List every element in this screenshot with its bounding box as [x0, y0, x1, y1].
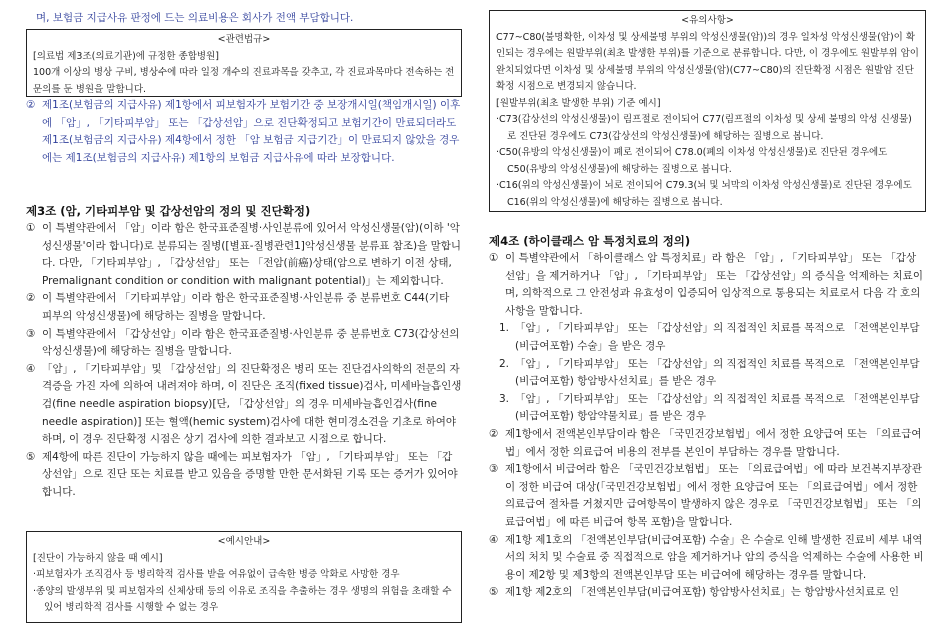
item-text: 이 특별약관에서 「암」이라 함은 한국표준질병·사인분류에 있어서 악성신생물(암)(이하 '악성신생물'이라 합니다)로 분류되는 질병([별표-질병관련1]악성신생물 분류표 참조)을 말합니다. 다만, 「기타피부암」, 「갑상선암」 또는 「전암(前癌)상태(암으로 변하기 이전 상태, Premalignant condition or condition with malignant potential)」는 제외합니다. [42, 222, 462, 287]
article-item [26, 220, 462, 290]
item-number: ③ [26, 327, 36, 340]
box-title: <예시안내> [217, 536, 271, 547]
box-line: ·C73(갑상선의 악성신생물)이 림프절로 전이되어 C77(림프절의 이차성 및 상세 불명의 악성 신생물)로 진단된 경우에도 C73(갑상선의 악성신생물)에 해당하는 질병으로 봅니다. [496, 114, 912, 142]
related-law-box [26, 29, 462, 97]
article-heading: 제3조 (암, 기타피부암 및 갑상선암의 정의 및 진단확정) [26, 204, 311, 218]
box-line: ·C16(위의 악성신생물)이 뇌로 전이되어 C79.3(뇌 및 뇌막의 이차성 악성신생물)로 진단된 경우에도 C16(위의 악성신생물)에 해당하는 질병으로 봅니다. [496, 180, 912, 208]
item-text: 이 특별약관에서 「기타피부암」이라 함은 한국표준질병·사인분류 중 분류번호 C44(기타 피부의 악성신생물)에 해당하는 질병을 말합니다. [42, 292, 450, 322]
sub-text: 「암」, 「기타피부암」 또는 「갑상선암」의 직접적인 치료를 목적으로 「전액본인부담(비급여포함) 항암약물치료」를 받은 경우 [515, 392, 920, 423]
item-text: 제1조(보험금의 지급사유) 제1항에서 피보험자가 보험기간 중 보장개시일(책임개시일) 이후에 「암」, 「기타피부암」 또는 「갑상선암」으로 진단확정되고 보험기간이 만료되더라도 제1조(보험금의 지급사유) 제4항에서 정한 「암 보험금 지급기간」이 만료되지 않았을 경우에는 제1조(보험금의 지급사유) 제1항의 보험금 지급사유에 따라 보장합니다. [42, 99, 461, 164]
item-number: ⑤ [26, 450, 36, 463]
item-text: 제1항에서 비급여라 함은 「국민건강보험법」 또는 「의료급여법」에 따라 보건복지부장관이 정한 비급여 대상(「국민건강보험법」에서 정한 요양급여 또는 「의료급여법」에서 정한 의료급여 절차를 거쳤지만 급여항목이 발생하지 않은 경우로 「국민건강보험법」 또는 「의료급여법」에 따른 비급여 항목 포함)을 말합니다. [505, 463, 922, 528]
item-text: 이 특별약관에서 「갑상선암」이라 함은 한국표준질병·사인분류 중 분류번호 C73(갑상선의 악성신생물)에 해당하는 질병을 말합니다. [42, 327, 460, 358]
article-item [489, 461, 926, 531]
item-number: ③ [489, 463, 499, 476]
box-title: <관련법규> [217, 34, 271, 45]
item-number: ⑤ [489, 586, 499, 599]
item-number: ① [489, 252, 499, 264]
item-number: ① [26, 222, 36, 234]
item-text: 제1항 제2호의 「전액본인부담(비급여포함) 항암방사선치료」는 항암방사선치료로 인 [505, 586, 899, 599]
item-text: 제1항 제1호의 「전액본인부담(비급여포함) 수술」은 수술로 인해 발생한 진료비 세부 내역서의 처치 및 수술료 중 직접적으로 암을 제거하거나 암의 증식을 억제하는 수술에 사용한 비용이 제2항 및 제3항의 전액본인부담 또는 비급여에 해당하는 경우를 말합니다. [505, 533, 924, 581]
sub-text: 「암」, 「기타피부암」 또는 「갑상선암」의 직접적인 치료를 목적으로 「전액본인부담(비급여포함) 수술」을 받은 경우 [515, 322, 920, 352]
sub-number: 2. [499, 357, 510, 370]
box-line: ·피보험자가 조직검사 등 병리학적 검사를 받을 여유없이 급속한 병증 악화로 사망한 경우 [33, 569, 400, 580]
article2-item-2 [26, 97, 462, 167]
box-line: 100개 이상의 병상 구비, 병상수에 따라 일정 개수의 진료과목을 갖추고, 각 진료과목마다 전속하는 전문의를 둔 병원을 말합니다. [33, 67, 455, 95]
item-text: 제4항에 따른 진단이 가능하지 않을 때에는 피보험자가 「암」, 「기타피부암」 또는 「갑상선암」으로 진단 또는 치료를 받고 있음을 증명할 만한 문서화된 기록 또는 증거가 있어야 합니다. [42, 450, 458, 498]
sub-item [489, 320, 926, 355]
item-number: ② [26, 292, 36, 305]
intro-line: 며, 보험금 지급사유 판정에 드는 의료비용은 회사가 전액 부담합니다. [36, 12, 354, 24]
box-line: [의료법 제3조(의료기관)에 규정한 종합병원] [33, 50, 219, 62]
item-number: ② [26, 99, 36, 111]
item-text: 「암」, 「기타피부암」및 「갑상선암」의 진단확정은 병리 또는 진단검사의학의 전문의 자격증을 가진 자에 의하여 내려져야 하며, 이 진단은 조직(fixed tissue)검사, 미세바늘흡인생검(fine needle aspiration biopsy)[단, 「갑상선암」의 경우 미세바늘흡인검사(fine needle aspiration)] 또는 혈액(hemic system)검사에 대한 현미경소견을 기초로 하여야 하며, 이 경우 진단확정 시점은 상기 검사에 의한 결과보고 시점으로 합니다. [42, 362, 462, 446]
sub-item [489, 356, 926, 391]
item-number: ② [489, 427, 499, 440]
item-number: ④ [26, 362, 36, 375]
article-item [489, 426, 926, 461]
box-line: [진단이 가능하지 않을 때 예시] [33, 552, 163, 564]
box-line: [원발부위(최초 발생한 부위) 기준 예시] [496, 97, 661, 109]
example-box [26, 531, 462, 623]
sub-item [489, 391, 926, 426]
sub-text: 「암」, 「기타피부암」 또는 「갑상선암」의 직접적인 치료를 목적으로 「전액본인부담(비급여포함) 항암방사선치료」를 받은 경우 [515, 357, 920, 388]
article-item [489, 250, 926, 320]
item-number: ④ [489, 533, 499, 546]
article-item [489, 584, 926, 602]
item-text: 이 특별약관에서 「하이클래스 암 특정치료」라 함은 「암」, 「기타피부암」 또는 「갑상선암」을 제거하거나 「암」, 「기타피부암」 또는 「갑상선암」의 증식을 억제하는 치료이며, 의학적으로 그 안전성과 유효성이 입증되어 임상적으로 통용되는 치료로서 다음 각 호의 사항을 말합니다. [505, 252, 923, 317]
box-title: <유의사항> [681, 15, 734, 26]
article4 [489, 232, 926, 602]
box-paragraph: C77~C80(불명확한, 이차성 및 상세불명 부위의 악성신생물(암))의 경우 일차성 악성신생물(암)이 확인되는 경우에는 원발부위(최초 발생한 부위)를 기준으로 분류합니다. 다만, 이 경우에도 원발부위 암이 완치되었다면 이차성 및 상세불명 부위의 악성신생물(암)(C77~C80)의 진단확정 시점은 원발암 진단확정 시점으로 변경되지 않습니다. [496, 31, 919, 92]
item-text: 제1항에서 전액본인부담이라 함은 「국민건강보험법」에서 정한 요양급여 또는 「의료급여법」에서 정한 의료급여 비용의 전부를 본인이 부담하는 경우를 말합니다. [505, 427, 922, 458]
sub-number: 3. [499, 392, 510, 405]
article3 [26, 202, 462, 502]
article-item [26, 290, 462, 325]
article-item [26, 326, 462, 361]
box-line: ·종양의 발생부위 및 피보험자의 신체상태 등의 이유로 조직을 추출하는 경우 생명의 위험을 초래할 수 있어 병리학적 검사를 시행할 수 없는 경우 [33, 585, 452, 613]
notice-box [489, 10, 926, 212]
article-item [26, 449, 462, 502]
article-item [489, 532, 926, 585]
article-item [26, 361, 462, 449]
box-line: ·C50(유방의 악성신생물)이 폐로 전이되어 C78.0(폐의 이차성 악성신생물)로 진단된 경우에도 C50(유방의 악성신생물)에 해당하는 질병으로 봅니다. [496, 147, 888, 175]
sub-number: 1. [499, 322, 510, 335]
article-heading: 제4조 (하이클래스 암 특정치료의 정의) [489, 234, 691, 248]
